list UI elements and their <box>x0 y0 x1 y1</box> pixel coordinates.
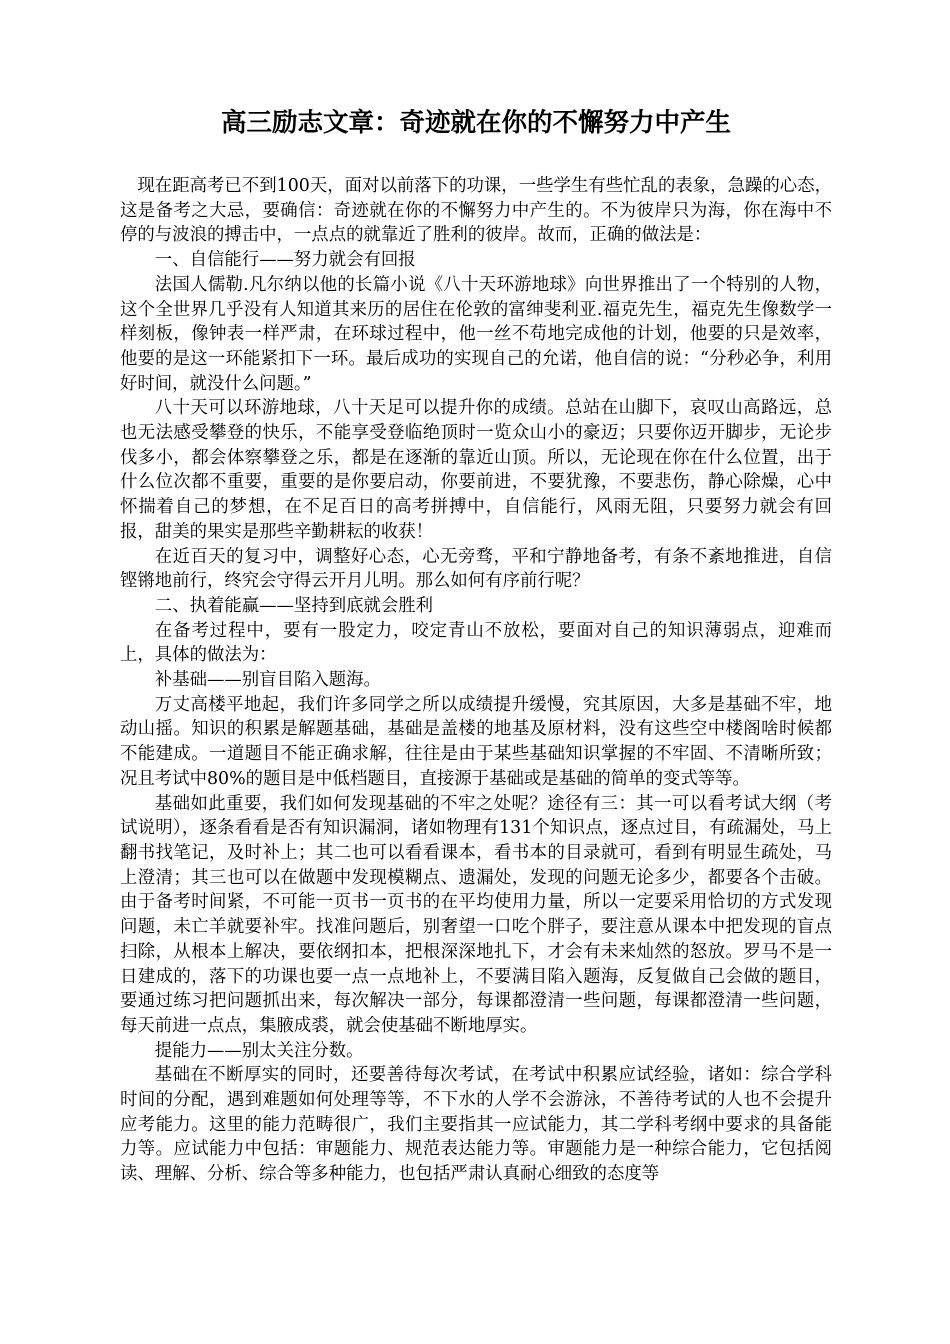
subheading-ability: 提能力——别太关注分数。 <box>154 1040 364 1061</box>
document-page <box>120 104 832 1187</box>
paragraph-intro: 现在距高考已不到100天，面对以前落下的功课，一些学生有些忙乱的表象，急躁的心态，这是备考之大忌，要确信：奇迹就在你的不懈努力中产生的。不为彼岸只为海，你在海中不停的与波浪的搏击中，一点点的就靠近了胜利的彼岸。故而，正确的做法是： <box>120 176 832 246</box>
document-body <box>120 174 832 1187</box>
paragraph: 万丈高楼平地起，我们许多同学之所以成绩提升缓慢，究其原因，大多是基础不牢，地动山摇。知识的积累是解题基础，基础是盖楼的地基及原材料，没有这些空中楼阁啥时候都不能建成。一道题目不能正确求解，往往是由于某些基础知识掌握的不牢固、不清晰所致；况且考试中80%的题目是中低档题目，直接源于基础或是基础的简单的变式等等。 <box>120 694 832 789</box>
section-heading-1: 一、自信能行——努力就会有回报 <box>154 250 416 271</box>
document-title: 高三励志文章：奇迹就在你的不懈努力中产生 <box>220 108 731 138</box>
paragraph: 在近百天的复习中，调整好心态，心无旁骛，平和宁静地备考，有条不紊地推进，自信铿锵地前行，终究会守得云开月儿明。那么如何有序前行呢？ <box>120 546 832 592</box>
paragraph: 在备考过程中，要有一股定力，咬定青山不放松，要面对自己的知识薄弱点，迎难而上，具体的做法为： <box>120 620 832 666</box>
paragraph: 基础在不断厚实的同时，还要善待每次考试，在考试中积累应试经验，诸如：综合学科时间的分配，遇到难题如何处理等等，不下水的人学不会游泳，不善待考试的人也不会提升应考能力。这里的能力范畴很广，我们主要指其一应试能力，其二学科考纲中要求的具备能力等。应试能力中包括：审题能力、规范表达能力等。审题能力是一种综合能力，它包括阅读、理解、分析、综合等多种能力，也包括严肃认真耐心细致的态度等 <box>120 1065 832 1185</box>
paragraph: 法国人儒勒.凡尔纳以他的长篇小说《八十天环游地球》向世界推出了一个特别的人物，这个全世界几乎没有人知道其来历的居住在伦敦的富绅斐利亚.福克先生，福克先生像数学一样刻板，像钟表一样严肃，在环球过程中，他一丝不苟地完成他的计划，他要的只是效率，他要的是这一环能紧扣下一环。最后成功的实现自己的允诺，他自信的说：“分秒必争，利用好时间，就没什么问题。” <box>120 274 832 394</box>
section-heading-2: 二、执着能赢——坚持到底就会胜利 <box>154 595 434 616</box>
paragraph: 八十天可以环游地球，八十天足可以提升你的成绩。总站在山脚下，哀叹山高路远，总也无法感受攀登的快乐，不能享受登临绝顶时一览众山小的豪迈；只要你迈开脚步，无论步伐多小，都会体察攀登之乐，都是在逐渐的靠近山顶。所以，无论现在你在什么位置，出于什么位次都不重要，重要的是你要启动，你要前进，不要犹豫，不要悲伤，静心除燥，心中怀揣着自己的梦想，在不足百日的高考拼搏中，自信能行，风雨无阻，只要努力就会有回报，甜美的果实是那些辛勤耕耘的收获！ <box>120 398 832 542</box>
paragraph: 基础如此重要，我们如何发现基础的不牢之处呢？途径有三：其一可以看考试大纲（考试说明），逐条看看是否有知识漏洞，诸如物理有131个知识点，逐点过目，有疏漏处，马上翻书找笔记，及时补上；其二也可以看看课本，看书本的目录就可，看到有明显生疏处，马上澄清；其三也可以在做题中发现模糊点、遗漏处，发现的问题无论多少，都要各个击破。由于备考时间紧，不可能一页书一页书的在平均使用力量，所以一定要采用恰切的方式发现问题，未亡羊就要补牢。找准问题后，别奢望一口吃个胖子，要注意从课本中把发现的盲点扫除，从根本上解决，要依纲扣本，把根深深地扎下，才会有未来灿然的怒放。罗马不是一日建成的，落下的功课也要一点一点地补上，不要满目陷入题海，反复做自己会做的题目，要通过练习把问题抓出来，每次解决一部分，每课都澄清一些问题，每课都澄清一些问题，每天前进一点点，集腋成裘，就会使基础不断地厚实。 <box>120 793 832 1036</box>
subheading-basics: 补基础——别盲目陷入题海。 <box>154 670 381 691</box>
